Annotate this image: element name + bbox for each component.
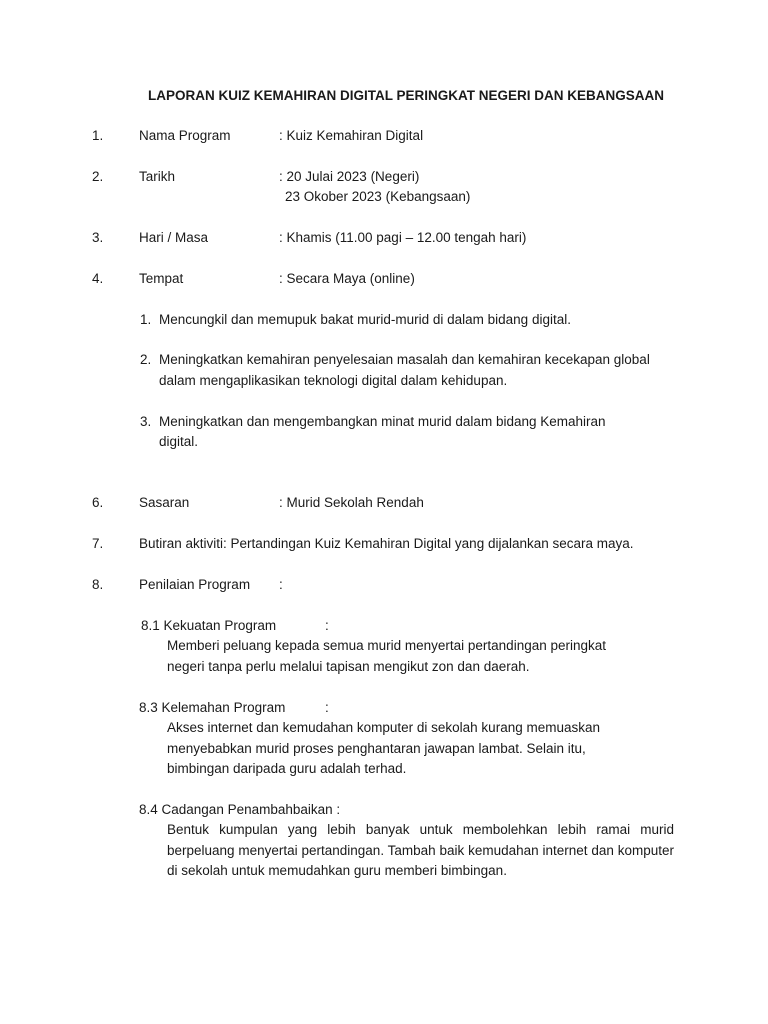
item-label-nama-program: Nama Program bbox=[139, 128, 231, 143]
item-label-hari-masa: Hari / Masa bbox=[139, 230, 209, 245]
item-number: 1. bbox=[92, 128, 104, 143]
item-value-nama-program: : Kuiz Kemahiran Digital bbox=[279, 128, 424, 143]
section-heading-kekuatan: 8.1 Kekuatan Program bbox=[141, 618, 277, 633]
objective-text-cont: dalam mengaplikasikan teknologi digital dalam kehidupan. bbox=[159, 373, 508, 388]
section-text: Akses internet dan kemudahan komputer di sekolah kurang memuaskan bbox=[167, 720, 600, 735]
report-title: LAPORAN KUIZ KEMAHIRAN DIGITAL PERINGKAT NEGERI DAN KEBANGSAAN bbox=[148, 88, 665, 103]
item-number: 2. bbox=[92, 169, 104, 184]
item-value-sasaran: : Murid Sekolah Rendah bbox=[279, 495, 424, 510]
item-value-hari-masa: : Khamis (11.00 pagi – 12.00 tengah hari) bbox=[279, 230, 527, 245]
section-colon: : bbox=[325, 618, 329, 633]
section-heading-kelemahan: 8.3 Kelemahan Program bbox=[139, 700, 286, 715]
item-label-penilaian: Penilaian Program bbox=[139, 577, 251, 592]
item-label-tempat: Tempat bbox=[139, 271, 184, 286]
section-text: menyebabkan murid proses penghantaran jawapan lambat. Selain itu, bbox=[167, 741, 586, 756]
item-number: 4. bbox=[92, 271, 104, 286]
objective-text: Meningkatkan kemahiran penyelesaian masalah dan kemahiran kecekapan global bbox=[159, 352, 650, 367]
item-label-butiran: Butiran aktiviti bbox=[139, 536, 224, 551]
item-value-tempat: : Secara Maya (online) bbox=[279, 271, 415, 286]
item-value-penilaian: : bbox=[279, 577, 283, 592]
section-text: bimbingan daripada guru adalah terhad. bbox=[167, 761, 407, 776]
item-butiran bbox=[139, 534, 634, 554]
objective-number: 2. bbox=[140, 352, 152, 367]
section-text: Memberi peluang kepada semua murid menyertai pertandingan peringkat bbox=[167, 638, 607, 653]
objective-number: 3. bbox=[140, 414, 152, 429]
objective-text: Meningkatkan dan mengembangkan minat murid dalam bidang Kemahiran bbox=[159, 414, 606, 429]
section-colon: : bbox=[325, 700, 329, 715]
item-number: 3. bbox=[92, 230, 104, 245]
objective-text-cont: digital. bbox=[159, 434, 199, 449]
objective-text: Mencungkil dan memupuk bakat murid-murid di dalam bidang digital. bbox=[159, 312, 571, 327]
item-number: 6. bbox=[92, 495, 104, 510]
item-number: 8. bbox=[92, 577, 104, 592]
item-value-tarikh-2: 23 Okober 2023 (Kebangsaan) bbox=[285, 189, 471, 204]
section-paragraph-cadangan: Bentuk kumpulan yang lebih banyak untuk membolehkan lebih ramai murid berpeluang menyertai pertandingan. Tambah baik kemudahan internet dan komputer di sekolah untuk memudahkan guru memberi bimbingan. bbox=[167, 822, 674, 878]
item-label-sasaran: Sasaran bbox=[139, 495, 190, 510]
item-value-tarikh: : 20 Julai 2023 (Negeri) bbox=[279, 169, 420, 184]
objective-number: 1. bbox=[140, 312, 152, 327]
item-number: 7. bbox=[92, 536, 104, 551]
item-value-butiran: : Pertandingan Kuiz Kemahiran Digital yang dijalankan secara maya. bbox=[223, 536, 634, 551]
section-heading-cadangan: 8.4 Cadangan Penambahbaikan : bbox=[139, 802, 341, 817]
section-text: negeri tanpa perlu melalui tapisan mengikut zon dan daerah. bbox=[167, 659, 530, 674]
item-label-tarikh: Tarikh bbox=[139, 169, 176, 184]
